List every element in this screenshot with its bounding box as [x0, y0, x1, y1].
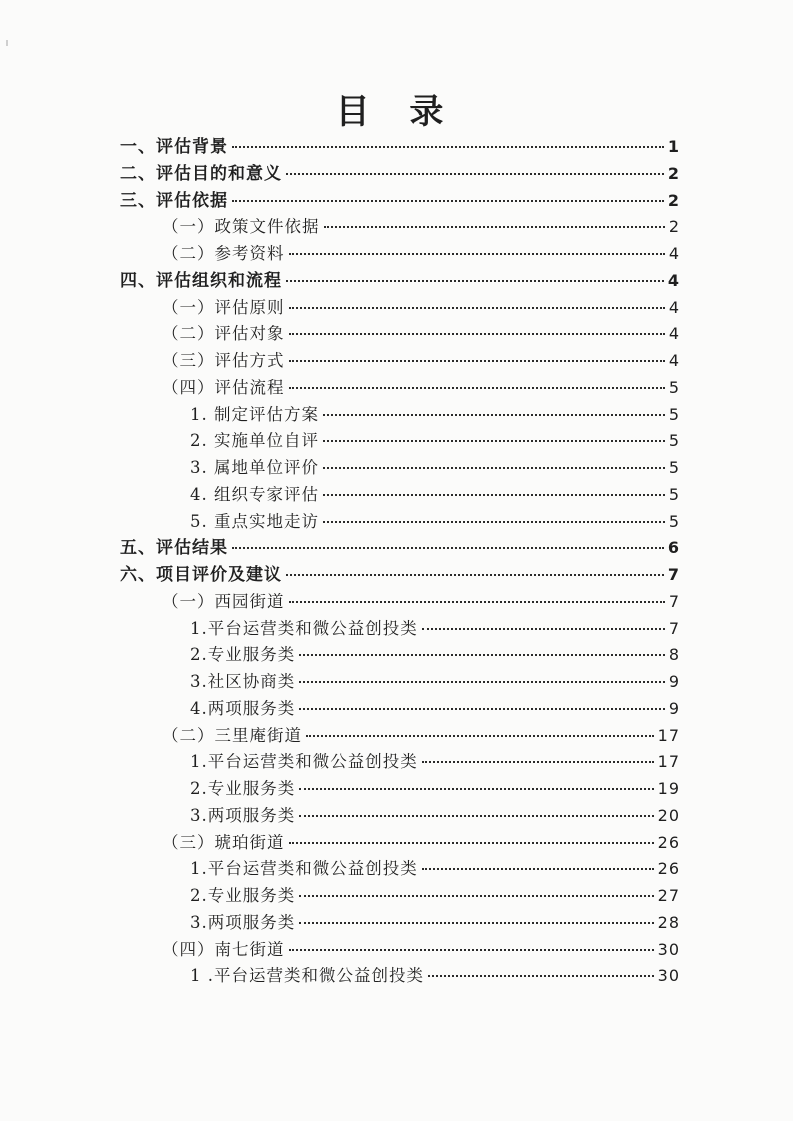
- toc-entry: [120, 562, 680, 589]
- toc-entry-label: 5. 重点实地走访: [190, 511, 319, 531]
- toc-entry: [120, 616, 680, 643]
- toc-entry-label: 三、评估依据: [120, 190, 228, 211]
- toc-dot-leader: [324, 226, 665, 228]
- toc-page-number: 28: [657, 912, 680, 932]
- toc-entry-label: 3.社区协商类: [190, 672, 296, 691]
- toc-page-number: 9: [668, 698, 680, 718]
- toc-entry-label: （一）政策文件依据: [162, 217, 320, 237]
- toc-page-number: 4: [668, 351, 680, 370]
- toc-entry-label: （二）评估对象: [162, 324, 285, 344]
- toc-dot-leader: [289, 601, 665, 603]
- toc-entry: [120, 375, 680, 402]
- toc-entry: [120, 910, 680, 937]
- toc-entry: [120, 268, 680, 295]
- toc-entry-label: 1.平台运营类和微公益创投类: [190, 618, 418, 638]
- toc-page-number: 26: [657, 832, 680, 852]
- toc-entry-label: 四、评估组织和流程: [120, 270, 282, 291]
- toc-entry: [120, 803, 680, 830]
- toc-dot-leader: [232, 200, 664, 202]
- toc-page-number: 7: [668, 591, 680, 611]
- toc-page-number: 30: [657, 939, 680, 959]
- toc-entry-label: （一）西园街道: [162, 591, 285, 611]
- toc-entry-label: 1.平台运营类和微公益创投类: [190, 859, 418, 879]
- toc-entry: [120, 830, 680, 857]
- toc-dot-leader: [306, 735, 654, 737]
- toc-entry-label: （二）参考资料: [162, 244, 285, 263]
- toc-dot-leader: [323, 467, 665, 469]
- toc-entry-label: 3.两项服务类: [190, 912, 296, 932]
- toc-page-number: 20: [657, 805, 680, 825]
- toc-entry: [120, 241, 680, 268]
- toc-page-number: 4: [668, 324, 680, 344]
- toc-dot-leader: [422, 761, 654, 763]
- toc-entry-label: （二）三里庵街道: [162, 725, 302, 745]
- table-of-contents: [120, 134, 680, 990]
- toc-page-number: 5: [668, 484, 680, 504]
- toc-entry: [120, 348, 680, 375]
- toc-dot-leader: [289, 360, 665, 362]
- toc-page-number: 9: [668, 672, 680, 691]
- toc-dot-leader: [323, 521, 665, 523]
- page-title: 目 录: [335, 92, 458, 132]
- toc-dot-leader: [286, 173, 664, 175]
- toc-entry-label: 1.平台运营类和微公益创投类: [190, 752, 418, 772]
- toc-dot-leader: [299, 708, 665, 710]
- toc-page-number: 2: [667, 163, 680, 183]
- toc-entry: [120, 696, 680, 723]
- toc-page-number: 4: [667, 270, 680, 290]
- toc-entry: [120, 669, 680, 696]
- toc-page-number: 1: [667, 137, 680, 156]
- toc-entry: [120, 937, 680, 964]
- toc-page-number: 4: [668, 244, 680, 263]
- toc-entry: [120, 749, 680, 776]
- toc-dot-leader: [422, 628, 665, 630]
- toc-page-number: 26: [657, 859, 680, 879]
- toc-page-number: 7: [667, 565, 680, 584]
- toc-entry-label: 五、评估结果: [120, 538, 228, 559]
- toc-dot-leader: [422, 868, 654, 870]
- toc-dot-leader: [323, 414, 665, 416]
- toc-entry: [120, 883, 680, 910]
- toc-page-number: 4: [668, 297, 680, 317]
- toc-entry: [120, 856, 680, 883]
- toc-entry: [120, 482, 680, 509]
- toc-dot-leader: [323, 440, 665, 442]
- toc-entry: [120, 134, 680, 161]
- toc-entry-label: 一、评估背景: [120, 137, 228, 157]
- toc-dot-leader: [289, 253, 665, 255]
- toc-page-number: 5: [668, 458, 680, 477]
- toc-page-number: 5: [668, 431, 680, 451]
- toc-page-number: 6: [667, 538, 680, 558]
- toc-dot-leader: [286, 574, 664, 576]
- toc-dot-leader: [299, 654, 665, 656]
- toc-page-number: 2: [668, 217, 680, 237]
- toc-entry: [120, 455, 680, 482]
- toc-entry-label: 二、评估目的和意义: [120, 163, 282, 184]
- toc-entry-label: 4.两项服务类: [190, 698, 296, 718]
- toc-dot-leader: [289, 949, 654, 951]
- toc-entry-label: 1. 制定评估方案: [190, 404, 319, 424]
- toc-entry: [120, 295, 680, 322]
- toc-entry-label: （四）南七街道: [162, 939, 285, 959]
- toc-entry: [120, 214, 680, 241]
- toc-entry-label: 4. 组织专家评估: [190, 484, 319, 504]
- toc-dot-leader: [299, 788, 653, 790]
- toc-page-number: 2: [667, 190, 680, 210]
- toc-dot-leader: [299, 922, 653, 924]
- toc-dot-leader: [299, 681, 665, 683]
- toc-entry-label: （一）评估原则: [162, 297, 285, 317]
- toc-dot-leader: [289, 842, 654, 844]
- toc-dot-leader: [289, 387, 665, 389]
- toc-entry: [120, 428, 680, 455]
- toc-entry-label: 2.专业服务类: [190, 645, 296, 665]
- toc-page-number: 5: [668, 404, 680, 424]
- toc-page-number: 19: [657, 779, 680, 798]
- toc-entry-label: 1 .平台运营类和微公益创投类: [190, 966, 424, 986]
- toc-dot-leader: [286, 280, 664, 282]
- toc-dot-leader: [289, 333, 665, 335]
- toc-entry: [120, 509, 680, 536]
- toc-page-number: 5: [668, 511, 680, 531]
- toc-entry: [120, 642, 680, 669]
- toc-dot-leader: [323, 494, 665, 496]
- toc-page-number: 27: [657, 886, 680, 905]
- toc-entry-label: 2.专业服务类: [190, 779, 296, 798]
- toc-entry: [120, 963, 680, 990]
- toc-entry-label: 六、项目评价及建议: [120, 565, 282, 585]
- toc-entry-label: （四）评估流程: [162, 377, 285, 397]
- toc-entry: [120, 161, 680, 188]
- toc-page-number: 8: [668, 645, 680, 665]
- toc-entry-label: 2. 实施单位自评: [190, 431, 319, 451]
- toc-dot-leader: [299, 895, 653, 897]
- toc-entry: [120, 535, 680, 562]
- toc-entry-label: （三）评估方式: [162, 351, 285, 370]
- toc-dot-leader: [232, 547, 664, 549]
- toc-entry: [120, 589, 680, 616]
- toc-entry: [120, 776, 680, 803]
- toc-entry: [120, 321, 680, 348]
- toc-entry: [120, 402, 680, 429]
- toc-page-number: 17: [657, 752, 680, 772]
- toc-page-number: 17: [657, 725, 680, 745]
- toc-dot-leader: [289, 307, 665, 309]
- toc-page-number: 7: [668, 618, 680, 638]
- toc-dot-leader: [428, 975, 654, 977]
- toc-page-number: 30: [657, 966, 680, 986]
- scan-edge-mark: [6, 40, 8, 46]
- toc-entry-label: 2.专业服务类: [190, 886, 296, 905]
- toc-dot-leader: [232, 146, 664, 148]
- toc-entry-label: 3. 属地单位评价: [190, 458, 319, 477]
- toc-entry-label: （三）琥珀街道: [162, 832, 285, 852]
- toc-page-number: 5: [668, 377, 680, 397]
- toc-entry: [120, 188, 680, 215]
- toc-dot-leader: [299, 815, 653, 817]
- toc-entry: [120, 723, 680, 750]
- toc-entry-label: 3.两项服务类: [190, 805, 296, 825]
